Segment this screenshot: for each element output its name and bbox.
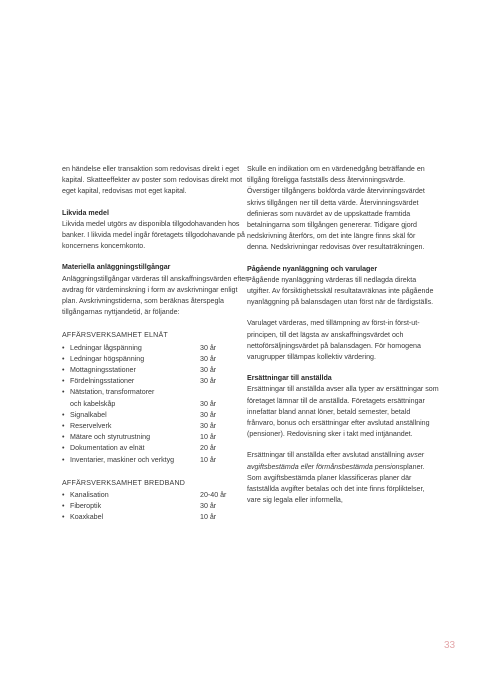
nyanlaggning-heading: Pågående nyanläggning och varulager <box>247 264 378 273</box>
bullet-icon: • <box>62 388 65 397</box>
bredband-section-title: AFFÄRSVERKSAMHET BREDBAND <box>62 478 186 487</box>
asset-years: 30 år <box>200 343 217 352</box>
asset-row <box>62 455 252 466</box>
asset-years: 30 år <box>200 354 217 363</box>
asset-row <box>62 365 252 376</box>
pension-prefix: Ersättningar till anställda efter avslutad anställning <box>247 451 407 460</box>
asset-name-line2: och kabelskåp <box>70 399 116 408</box>
bredband-asset-list <box>62 490 252 524</box>
bullet-icon: • <box>62 444 65 453</box>
asset-years: 10 år <box>200 513 217 522</box>
asset-name: Inventarier, maskiner och verktyg <box>70 455 175 464</box>
asset-name: Dokumentation av elnät <box>70 444 145 453</box>
bullet-icon: • <box>62 343 65 352</box>
left-column <box>62 164 252 535</box>
bullet-icon: • <box>62 502 65 511</box>
asset-name: Kanalisation <box>70 491 109 500</box>
asset-years: 30 år <box>200 410 217 419</box>
asset-name: Signalkabel <box>70 410 107 419</box>
asset-years: 10 år <box>200 433 217 442</box>
asset-row <box>62 443 252 454</box>
right-column <box>247 164 439 516</box>
asset-row <box>62 421 252 432</box>
bullet-icon: • <box>62 422 65 431</box>
bullet-icon: • <box>62 513 65 522</box>
bullet-icon: • <box>62 377 65 386</box>
asset-row <box>62 432 252 443</box>
ersattningar-heading: Ersättningar till anställda <box>247 374 332 383</box>
asset-name: Fiberoptik <box>70 502 102 511</box>
asset-name: Ledningar högspänning <box>70 354 145 363</box>
asset-name: Koaxkabel <box>70 513 104 522</box>
asset-years: 20 år <box>200 444 217 453</box>
asset-row <box>62 410 252 421</box>
asset-years: 20-40 år <box>200 491 227 500</box>
asset-row <box>62 490 252 501</box>
asset-row <box>62 343 252 354</box>
materiella-body: Anläggningstillgångar värderas till anskaffningsvärden efter avdrag för värdeminskning i form av avskrivningar enligt plan. Avskrivningstiderna, som beräknas återspegla tillgångarnas nyttjandetid, är följande: <box>62 274 248 317</box>
elnat-asset-list <box>62 343 252 466</box>
likvida-heading: Likvida medel <box>62 208 109 217</box>
asset-name <box>70 387 200 409</box>
asset-years: 30 år <box>200 377 217 386</box>
page-number: 33 <box>444 640 456 651</box>
asset-name-line1: Nätstation, transformatorer <box>70 388 155 397</box>
bullet-icon: • <box>62 433 65 442</box>
bullet-icon: • <box>62 366 65 375</box>
asset-name: Reservelverk <box>70 422 112 431</box>
asset-name: Mätare och styrutrustning <box>70 433 151 442</box>
pension-italic: avser avgiftsbestämda eller förmånsbestämda pensions <box>247 451 425 471</box>
asset-name: Mottagningsstationer <box>70 366 136 375</box>
asset-row <box>62 376 252 387</box>
asset-name: Ledningar lågspänning <box>70 343 142 352</box>
asset-row <box>62 512 252 523</box>
bullet-icon: • <box>62 354 65 363</box>
pension-suffix: planer. Som avgiftsbestämda planer klassificeras planer där fastställda avgifter betalas och det inte finns förpliktelser, vare sig legala eller informella, <box>247 462 425 505</box>
asset-years: 30 år <box>200 502 217 511</box>
likvida-body: Likvida medel utgörs av disponibla tillgodohavanden hos banker. I likvida medel ingår företagets tillgodohavande på koncernens koncernkonto. <box>62 219 245 251</box>
elnat-section-title: AFFÄRSVERKSAMHET ELNÄT <box>62 331 168 340</box>
nyanlaggning-body: Pågående nyanläggning värderas till nedlagda direkta utgifter. Av försiktighetsskäl resultatavräknas inte pågående nyanläggning på balansdagen utan först när de färdigställs. <box>247 275 434 307</box>
asset-row <box>62 387 252 409</box>
bullet-icon: • <box>62 491 65 500</box>
asset-row <box>62 354 252 365</box>
varulager-paragraph: Varulaget värderas, med tillämpning av först-in först-ut-principen, till det lägsta av anskaffningsvärdet och nettoförsäljningsvärdet på balansdagen. För homogena varugrupper tillämpas kollektiv värdering. <box>247 319 421 362</box>
asset-name: Fördelningsstationer <box>70 377 135 386</box>
asset-years: 30 år <box>200 399 217 408</box>
asset-years: 10 år <box>200 455 217 464</box>
impairment-paragraph: Skulle en indikation om en värdenedgång beträffande en tillgång föreligga fastställs dess återvinningsvärde. Överstiger tillgångens bokförda värde återvinningsvärdet skrivs tillgången ner till detta värde. Återvinningsvärdet definieras som nuvärdet av de uppskattade framtida betalningarna som tillgången genererar. Tidigare gjord nedskrivning återförs, om det inte längre finns skäl för denna. Nedskrivningar redovisas över resultaträkningen. <box>247 165 425 252</box>
bullet-icon: • <box>62 455 65 464</box>
asset-row <box>62 501 252 512</box>
bullet-icon: • <box>62 410 65 419</box>
ersattningar-body: Ersättningar till anställda avser alla typer av ersättningar som företaget lämnar till de anställda. Företagets ersättningar innefattar bland annat löner, betald semester, betald frånvaro, bonus och ersättningar efter avslutad anställning (pensioner). Redovisning sker i takt med intjänandet. <box>247 385 439 439</box>
asset-years: 30 år <box>200 422 217 431</box>
asset-years: 30 år <box>200 366 217 375</box>
intro-paragraph: en händelse eller transaktion som redovisas direkt i eget kapital. Skatteeffekter av poster som redovisas direkt mot eget kapital, redovisas mot eget kapital. <box>62 165 243 196</box>
materiella-heading: Materiella anläggningstillgångar <box>62 263 171 272</box>
pension-paragraph <box>247 450 439 506</box>
